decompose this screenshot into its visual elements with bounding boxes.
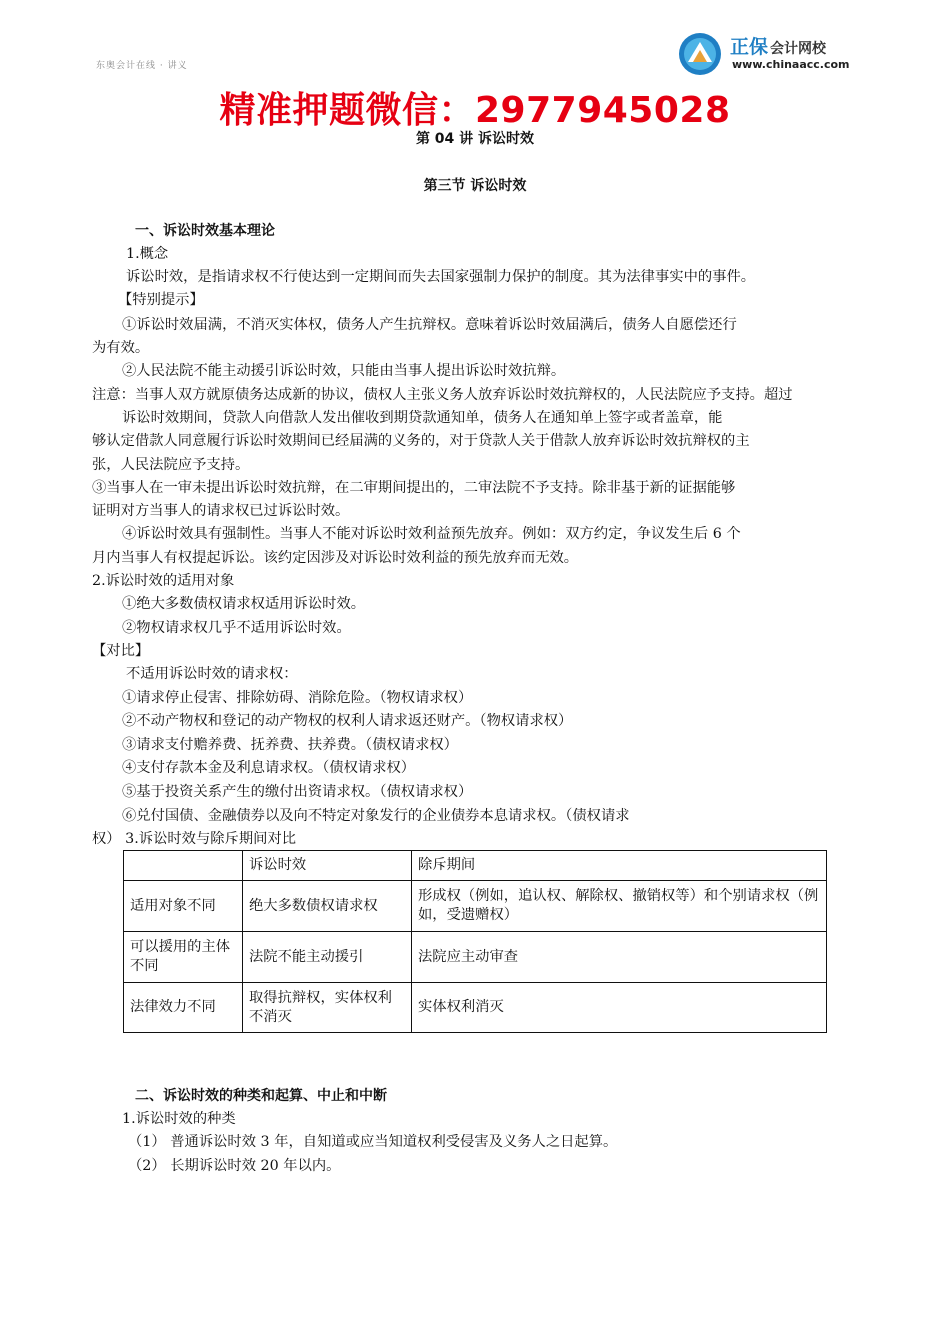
tip3-line1: ③当事人在一审未提出诉讼时效抗辩，在二审期间提出的，二审法院不予支持。除非基于新的证据能够 bbox=[92, 480, 736, 496]
tip3-line2: 证明对方当事人的请求权已过诉讼时效。 bbox=[92, 503, 350, 519]
table-header-cell: 诉讼时效 bbox=[243, 851, 412, 881]
lecture-title: 第 04 讲 诉讼时效 bbox=[415, 131, 535, 147]
table-cell: 取得抗辩权，实体权利不消灭 bbox=[243, 983, 412, 1033]
note-line2: 诉讼时效期间，贷款人向借款人发出催收到期贷款通知单，债务人在通知单上签字或者盖章，能 bbox=[122, 410, 723, 426]
note-line4: 张，人民法院应予支持。 bbox=[92, 457, 250, 473]
part2-heading: 二、诉讼时效的种类和起算、中止和中断 bbox=[135, 1088, 387, 1104]
scope-item-1: ①绝大多数债权请求权适用诉讼时效。 bbox=[122, 596, 366, 612]
table-cell: 绝大多数债权请求权 bbox=[243, 881, 412, 932]
logo-title bbox=[730, 32, 826, 59]
tip1-line1: ①诉讼时效届满，不消灭实体权，债务人产生抗辩权。意味着诉讼时效届满后，债务人自愿偿还行 bbox=[122, 317, 737, 333]
compare-item: ⑥兑付国债、金融债券以及向不特定对象发行的企业债券本息请求权。（债权请求 bbox=[122, 808, 630, 824]
tip4-line1: ④诉讼时效具有强制性。当事人不能对诉讼时效利益预先放弃。例如：双方约定，争议发生后 6 个 bbox=[122, 526, 741, 542]
comparison-table bbox=[123, 850, 827, 1033]
logo-name: 正保 bbox=[730, 36, 769, 58]
table-row bbox=[124, 983, 827, 1033]
concept-label: 1.概念 bbox=[126, 246, 169, 262]
table-header-cell: 除斥期间 bbox=[412, 851, 827, 881]
compare-item: ④支付存款本金及利息请求权。（债权请求权） bbox=[122, 760, 416, 776]
tip1-line2: 为有效。 bbox=[92, 340, 150, 356]
scope-label: 2.诉讼时效的适用对象 bbox=[92, 573, 235, 589]
table-row bbox=[124, 932, 827, 983]
logo-subname: 会计网校 bbox=[770, 41, 827, 57]
table-header-row bbox=[124, 851, 827, 881]
brand-logo[interactable] bbox=[676, 30, 866, 80]
compare-item-wrap: 权） 3.诉讼时效与除斥期间对比 bbox=[92, 831, 297, 847]
note-line1: 注意：当事人双方就原债务达成新的协议，债权人主张义务人放弃诉讼时效抗辩权的，人民法院应予支持。超过 bbox=[92, 387, 793, 403]
tip-label: 【特别提示】 bbox=[118, 292, 204, 308]
header-corner-text: 东奥会计在线 · 讲义 bbox=[96, 61, 188, 71]
concept-text: 诉讼时效，是指请求权不行使达到一定期间而失去国家强制力保护的制度。其为法律事实中的事件。 bbox=[126, 269, 756, 285]
tip4-line2: 月内当事人有权提起诉讼。该约定因涉及对诉讼时效利益的预先放弃而无效。 bbox=[92, 550, 579, 566]
table-row bbox=[124, 881, 827, 932]
scope-item-2: ②物权请求权几乎不适用诉讼时效。 bbox=[122, 620, 351, 636]
compare-label: 【对比】 bbox=[92, 643, 150, 659]
promo-banner: 精准押题微信：2977945028 bbox=[219, 90, 731, 131]
type-item-2: （2） 长期诉讼时效 20 年以内。 bbox=[128, 1158, 341, 1174]
note-line3: 够认定借款人同意履行诉讼时效期间已经届满的义务的，对于贷款人关于借款人放弃诉讼时效抗辩权的主 bbox=[92, 433, 750, 449]
types-label: 1.诉讼时效的种类 bbox=[122, 1111, 236, 1127]
tip2: ②人民法院不能主动援引诉讼时效，只能由当事人提出诉讼时效抗辩。 bbox=[122, 363, 566, 379]
compare-item: ⑤基于投资关系产生的缴付出资请求权。（债权请求权） bbox=[122, 784, 473, 800]
table-cell: 适用对象不同 bbox=[124, 881, 243, 932]
part1-heading: 一、诉讼时效基本理论 bbox=[135, 223, 275, 239]
section-title: 第三节 诉讼时效 bbox=[423, 178, 527, 194]
table-cell: 法院应主动审查 bbox=[412, 932, 827, 983]
table-cell: 可以援用的主体不同 bbox=[124, 932, 243, 983]
table-cell: 实体权利消灭 bbox=[412, 983, 827, 1033]
logo-emblem-icon bbox=[678, 32, 722, 76]
type-item-1: （1） 普通诉讼时效 3 年，自知道或应当知道权利受侵害及义务人之日起算。 bbox=[128, 1134, 618, 1150]
table-cell: 法律效力不同 bbox=[124, 983, 243, 1033]
table-cell: 形成权（例如，追认权、解除权、撤销权等）和个别请求权（例如，受遗赠权） bbox=[412, 881, 827, 932]
table-header-cell bbox=[124, 851, 243, 881]
table-cell: 法院不能主动援引 bbox=[243, 932, 412, 983]
logo-url: www.chinaacc.com bbox=[732, 58, 850, 71]
compare-item: ①请求停止侵害、排除妨碍、消除危险。（物权请求权） bbox=[122, 690, 473, 706]
compare-intro: 不适用诉讼时效的请求权： bbox=[126, 666, 298, 682]
compare-item: ③请求支付赡养费、抚养费、扶养费。（债权请求权） bbox=[122, 737, 458, 753]
compare-item: ②不动产物权和登记的动产物权的权利人请求返还财产。（物权请求权） bbox=[122, 713, 573, 729]
